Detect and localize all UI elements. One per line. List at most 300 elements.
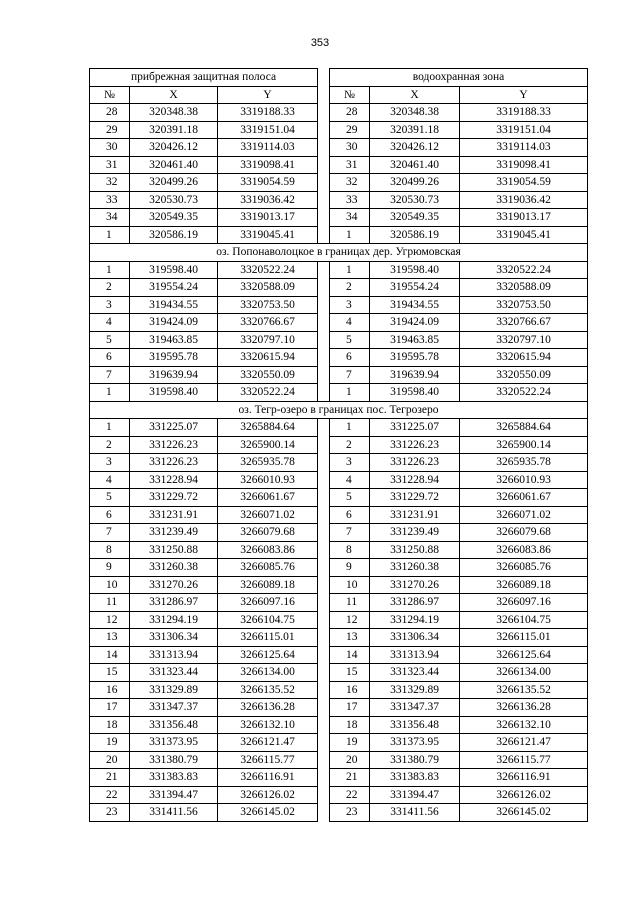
left-point-number: 7 (90, 524, 130, 542)
right-x-value: 331229.72 (370, 489, 460, 507)
right-y-value: 3319054.59 (460, 174, 588, 192)
table-row (90, 419, 588, 437)
left-point-number: 20 (90, 751, 130, 769)
column-gap (318, 296, 330, 314)
column-gap (318, 69, 330, 87)
right-y-value: 3320522.24 (460, 384, 588, 402)
left-x-value: 331229.72 (130, 489, 218, 507)
right-x-value: 331250.88 (370, 541, 460, 559)
water-protection-zone-title: водоохранная зона (330, 69, 588, 87)
right-x-value: 331239.49 (370, 524, 460, 542)
right-point-number: 1 (330, 226, 370, 244)
left-y-value: 3266010.93 (218, 471, 318, 489)
left-y-value: 3266132.10 (218, 716, 318, 734)
left-point-number: 15 (90, 664, 130, 682)
table-row (90, 751, 588, 769)
table-row (90, 296, 588, 314)
right-point-number: 3 (330, 454, 370, 472)
left-point-number: 9 (90, 559, 130, 577)
column-gap (318, 524, 330, 542)
right-y-value: 3266115.77 (460, 751, 588, 769)
left-y-value: 3266083.86 (218, 541, 318, 559)
column-gap (318, 86, 330, 104)
right-point-number: 2 (330, 279, 370, 297)
right-x-value: 331329.89 (370, 681, 460, 699)
right-y-value: 3266132.10 (460, 716, 588, 734)
right-point-number: 1 (330, 419, 370, 437)
right-point-number: 13 (330, 629, 370, 647)
right-point-number: 34 (330, 209, 370, 227)
table-row (90, 681, 588, 699)
table-row (90, 121, 588, 139)
right-y-value: 3319151.04 (460, 121, 588, 139)
left-point-number: 22 (90, 786, 130, 804)
right-x-value: 320426.12 (370, 139, 460, 157)
right-point-number: 6 (330, 506, 370, 524)
left-x-value: 319554.24 (130, 279, 218, 297)
table-row (90, 786, 588, 804)
right-point-number: 7 (330, 366, 370, 384)
right-y-value: 3319188.33 (460, 104, 588, 122)
left-y-value: 3266061.67 (218, 489, 318, 507)
coastal-strip-title: прибрежная защитная полоса (90, 69, 318, 87)
right-point-number: 5 (330, 331, 370, 349)
right-y-value: 3266061.67 (460, 489, 588, 507)
right-x-value: 320391.18 (370, 121, 460, 139)
table-row (90, 331, 588, 349)
column-gap (318, 576, 330, 594)
left-point-number: 7 (90, 366, 130, 384)
column-gap (318, 139, 330, 157)
left-point-number: 12 (90, 611, 130, 629)
table-row (90, 646, 588, 664)
left-x-value: 331394.47 (130, 786, 218, 804)
header-row-zone-titles (90, 69, 588, 87)
left-point-number: 11 (90, 594, 130, 612)
table-row (90, 261, 588, 279)
left-y-value: 3319098.41 (218, 156, 318, 174)
right-y-value: 3266079.68 (460, 524, 588, 542)
left-point-number: 30 (90, 139, 130, 157)
column-gap (318, 506, 330, 524)
table-row (90, 139, 588, 157)
right-y-value: 3320615.94 (460, 349, 588, 367)
left-point-number: 1 (90, 261, 130, 279)
left-col-y-header: Y (218, 86, 318, 104)
column-gap (318, 681, 330, 699)
left-point-number: 8 (90, 541, 130, 559)
right-y-value: 3319114.03 (460, 139, 588, 157)
left-x-value: 331329.89 (130, 681, 218, 699)
right-y-value: 3319036.42 (460, 191, 588, 209)
right-y-value: 3320766.67 (460, 314, 588, 332)
left-y-value: 3266121.47 (218, 734, 318, 752)
right-point-number: 29 (330, 121, 370, 139)
right-y-value: 3266010.93 (460, 471, 588, 489)
left-x-value: 331239.49 (130, 524, 218, 542)
table-row (90, 576, 588, 594)
left-point-number: 18 (90, 716, 130, 734)
column-gap (318, 104, 330, 122)
right-x-value: 331228.94 (370, 471, 460, 489)
table-row (90, 541, 588, 559)
right-x-value: 331411.56 (370, 804, 460, 822)
table-row (90, 454, 588, 472)
left-point-number: 2 (90, 279, 130, 297)
left-y-value: 3266134.00 (218, 664, 318, 682)
right-x-value: 331373.95 (370, 734, 460, 752)
left-y-value: 3266079.68 (218, 524, 318, 542)
right-x-value: 331225.07 (370, 419, 460, 437)
left-y-value: 3266116.91 (218, 769, 318, 787)
left-point-number: 17 (90, 699, 130, 717)
right-point-number: 16 (330, 681, 370, 699)
table-row (90, 104, 588, 122)
right-point-number: 1 (330, 384, 370, 402)
right-x-value: 331294.19 (370, 611, 460, 629)
right-y-value: 3265935.78 (460, 454, 588, 472)
right-x-value: 319598.40 (370, 384, 460, 402)
table-row (90, 559, 588, 577)
right-x-value: 320461.40 (370, 156, 460, 174)
right-point-number: 20 (330, 751, 370, 769)
right-y-value: 3320522.24 (460, 261, 588, 279)
left-x-value: 331373.95 (130, 734, 218, 752)
right-point-number: 19 (330, 734, 370, 752)
right-point-number: 4 (330, 471, 370, 489)
column-gap (318, 646, 330, 664)
column-gap (318, 804, 330, 822)
right-x-value: 331306.34 (370, 629, 460, 647)
left-x-value: 319598.40 (130, 261, 218, 279)
table-row (90, 314, 588, 332)
right-point-number: 28 (330, 104, 370, 122)
table-row (90, 349, 588, 367)
right-y-value: 3266134.00 (460, 664, 588, 682)
column-gap (318, 769, 330, 787)
right-point-number: 30 (330, 139, 370, 157)
right-x-value: 320586.19 (370, 226, 460, 244)
left-point-number: 2 (90, 436, 130, 454)
left-x-value: 320499.26 (130, 174, 218, 192)
right-y-value: 3266083.86 (460, 541, 588, 559)
table-row (90, 524, 588, 542)
left-y-value: 3266135.52 (218, 681, 318, 699)
table-row (90, 611, 588, 629)
table-row (90, 191, 588, 209)
column-gap (318, 121, 330, 139)
left-point-number: 1 (90, 226, 130, 244)
right-y-value: 3266115.01 (460, 629, 588, 647)
left-point-number: 6 (90, 349, 130, 367)
left-point-number: 28 (90, 104, 130, 122)
left-x-value: 331270.26 (130, 576, 218, 594)
left-x-value: 331294.19 (130, 611, 218, 629)
coordinates-table (89, 68, 588, 822)
right-point-number: 4 (330, 314, 370, 332)
left-point-number: 33 (90, 191, 130, 209)
right-x-value: 320530.73 (370, 191, 460, 209)
table-row (90, 664, 588, 682)
left-y-value: 3266089.18 (218, 576, 318, 594)
section-title: оз. Тегр-озеро в границах пос. Тегрозеро (90, 401, 588, 419)
left-y-value: 3320522.24 (218, 261, 318, 279)
table-row (90, 716, 588, 734)
left-x-value: 331356.48 (130, 716, 218, 734)
column-gap (318, 331, 330, 349)
table-row (90, 226, 588, 244)
table-row (90, 366, 588, 384)
right-x-value: 331286.97 (370, 594, 460, 612)
left-point-number: 16 (90, 681, 130, 699)
right-point-number: 12 (330, 611, 370, 629)
left-y-value: 3320615.94 (218, 349, 318, 367)
right-y-value: 3266145.02 (460, 804, 588, 822)
right-y-value: 3319013.17 (460, 209, 588, 227)
right-point-number: 2 (330, 436, 370, 454)
right-point-number: 11 (330, 594, 370, 612)
right-point-number: 14 (330, 646, 370, 664)
right-x-value: 331231.91 (370, 506, 460, 524)
left-y-value: 3266115.01 (218, 629, 318, 647)
column-gap (318, 786, 330, 804)
right-y-value: 3266097.16 (460, 594, 588, 612)
left-x-value: 331228.94 (130, 471, 218, 489)
left-y-value: 3320766.67 (218, 314, 318, 332)
left-point-number: 10 (90, 576, 130, 594)
left-point-number: 3 (90, 296, 130, 314)
table-row (90, 804, 588, 822)
left-x-value: 319434.55 (130, 296, 218, 314)
right-y-value: 3320550.09 (460, 366, 588, 384)
right-y-value: 3319098.41 (460, 156, 588, 174)
table-row (90, 471, 588, 489)
section-title: оз. Попонаволоцкое в границах дер. Угрюмовская (90, 244, 588, 262)
left-x-value: 320549.35 (130, 209, 218, 227)
left-y-value: 3266071.02 (218, 506, 318, 524)
table-row (90, 734, 588, 752)
left-x-value: 331226.23 (130, 436, 218, 454)
right-x-value: 319463.85 (370, 331, 460, 349)
right-point-number: 7 (330, 524, 370, 542)
left-y-value: 3266097.16 (218, 594, 318, 612)
column-gap (318, 261, 330, 279)
right-x-value: 319598.40 (370, 261, 460, 279)
left-x-value: 331323.44 (130, 664, 218, 682)
right-y-value: 3266085.76 (460, 559, 588, 577)
right-point-number: 6 (330, 349, 370, 367)
left-x-value: 320426.12 (130, 139, 218, 157)
right-point-number: 17 (330, 699, 370, 717)
left-y-value: 3266136.28 (218, 699, 318, 717)
right-point-number: 8 (330, 541, 370, 559)
right-x-value: 319424.09 (370, 314, 460, 332)
right-y-value: 3266125.64 (460, 646, 588, 664)
right-y-value: 3266135.52 (460, 681, 588, 699)
column-gap (318, 716, 330, 734)
right-col-x-header: X (370, 86, 460, 104)
right-point-number: 23 (330, 804, 370, 822)
left-y-value: 3319114.03 (218, 139, 318, 157)
left-y-value: 3320522.24 (218, 384, 318, 402)
column-gap (318, 471, 330, 489)
left-point-number: 13 (90, 629, 130, 647)
left-y-value: 3320550.09 (218, 366, 318, 384)
column-gap (318, 559, 330, 577)
right-y-value: 3320753.50 (460, 296, 588, 314)
right-x-value: 331260.38 (370, 559, 460, 577)
left-y-value: 3265935.78 (218, 454, 318, 472)
right-x-value: 331347.37 (370, 699, 460, 717)
left-x-value: 319463.85 (130, 331, 218, 349)
column-gap (318, 384, 330, 402)
left-point-number: 31 (90, 156, 130, 174)
left-y-value: 3319036.42 (218, 191, 318, 209)
left-y-value: 3319045.41 (218, 226, 318, 244)
table-row (90, 629, 588, 647)
right-x-value: 319595.78 (370, 349, 460, 367)
table-row (90, 209, 588, 227)
table-row (90, 699, 588, 717)
right-x-value: 320499.26 (370, 174, 460, 192)
left-x-value: 331226.23 (130, 454, 218, 472)
right-x-value: 331270.26 (370, 576, 460, 594)
right-y-value: 3266089.18 (460, 576, 588, 594)
left-y-value: 3266145.02 (218, 804, 318, 822)
column-gap (318, 366, 330, 384)
right-x-value: 331323.44 (370, 664, 460, 682)
left-point-number: 5 (90, 331, 130, 349)
left-point-number: 32 (90, 174, 130, 192)
left-point-number: 6 (90, 506, 130, 524)
left-y-value: 3319013.17 (218, 209, 318, 227)
right-point-number: 9 (330, 559, 370, 577)
right-x-value: 319434.55 (370, 296, 460, 314)
left-x-value: 319639.94 (130, 366, 218, 384)
right-point-number: 18 (330, 716, 370, 734)
right-y-value: 3266116.91 (460, 769, 588, 787)
column-gap (318, 156, 330, 174)
column-gap (318, 699, 330, 717)
left-point-number: 4 (90, 314, 130, 332)
left-x-value: 331231.91 (130, 506, 218, 524)
left-y-value: 3320797.10 (218, 331, 318, 349)
left-y-value: 3319151.04 (218, 121, 318, 139)
table-row (90, 506, 588, 524)
right-x-value: 331383.83 (370, 769, 460, 787)
column-gap (318, 664, 330, 682)
right-point-number: 22 (330, 786, 370, 804)
right-point-number: 33 (330, 191, 370, 209)
left-point-number: 1 (90, 419, 130, 437)
right-point-number: 3 (330, 296, 370, 314)
right-y-value: 3320588.09 (460, 279, 588, 297)
left-x-value: 331250.88 (130, 541, 218, 559)
column-gap (318, 174, 330, 192)
left-y-value: 3265884.64 (218, 419, 318, 437)
right-x-value: 319554.24 (370, 279, 460, 297)
left-y-value: 3266104.75 (218, 611, 318, 629)
left-x-value: 320391.18 (130, 121, 218, 139)
left-x-value: 331347.37 (130, 699, 218, 717)
left-point-number: 5 (90, 489, 130, 507)
left-x-value: 331260.38 (130, 559, 218, 577)
left-y-value: 3266126.02 (218, 786, 318, 804)
right-point-number: 21 (330, 769, 370, 787)
table-row (90, 174, 588, 192)
left-y-value: 3266125.64 (218, 646, 318, 664)
right-point-number: 32 (330, 174, 370, 192)
left-x-value: 320348.38 (130, 104, 218, 122)
left-x-value: 331380.79 (130, 751, 218, 769)
right-point-number: 10 (330, 576, 370, 594)
left-y-value: 3319054.59 (218, 174, 318, 192)
right-y-value: 3265884.64 (460, 419, 588, 437)
left-point-number: 4 (90, 471, 130, 489)
right-x-value: 320348.38 (370, 104, 460, 122)
section-title-row (90, 244, 588, 262)
left-x-value: 319598.40 (130, 384, 218, 402)
left-x-value: 320530.73 (130, 191, 218, 209)
left-x-value: 319595.78 (130, 349, 218, 367)
right-y-value: 3266104.75 (460, 611, 588, 629)
left-col-x-header: X (130, 86, 218, 104)
right-y-value: 3266071.02 (460, 506, 588, 524)
left-x-value: 319424.09 (130, 314, 218, 332)
column-gap (318, 454, 330, 472)
column-gap (318, 436, 330, 454)
right-x-value: 331394.47 (370, 786, 460, 804)
column-gap (318, 209, 330, 227)
right-point-number: 1 (330, 261, 370, 279)
right-col-number-header: № (330, 86, 370, 104)
table-row (90, 769, 588, 787)
left-point-number: 34 (90, 209, 130, 227)
table-row (90, 594, 588, 612)
right-x-value: 320549.35 (370, 209, 460, 227)
left-point-number: 21 (90, 769, 130, 787)
left-y-value: 3319188.33 (218, 104, 318, 122)
table-row (90, 156, 588, 174)
right-y-value: 3319045.41 (460, 226, 588, 244)
right-point-number: 5 (330, 489, 370, 507)
right-y-value: 3320797.10 (460, 331, 588, 349)
left-col-number-header: № (90, 86, 130, 104)
left-x-value: 331411.56 (130, 804, 218, 822)
left-point-number: 23 (90, 804, 130, 822)
left-y-value: 3265900.14 (218, 436, 318, 454)
left-x-value: 331383.83 (130, 769, 218, 787)
right-y-value: 3266126.02 (460, 786, 588, 804)
right-y-value: 3265900.14 (460, 436, 588, 454)
column-gap (318, 629, 330, 647)
left-y-value: 3266115.77 (218, 751, 318, 769)
section-title-row (90, 401, 588, 419)
column-gap (318, 751, 330, 769)
column-gap (318, 611, 330, 629)
table-body (90, 69, 588, 822)
table-row (90, 384, 588, 402)
column-gap (318, 314, 330, 332)
column-gap (318, 279, 330, 297)
right-x-value: 331226.23 (370, 436, 460, 454)
left-point-number: 29 (90, 121, 130, 139)
right-x-value: 331226.23 (370, 454, 460, 472)
column-gap (318, 226, 330, 244)
left-x-value: 320461.40 (130, 156, 218, 174)
header-row-columns (90, 86, 588, 104)
right-y-value: 3266121.47 (460, 734, 588, 752)
